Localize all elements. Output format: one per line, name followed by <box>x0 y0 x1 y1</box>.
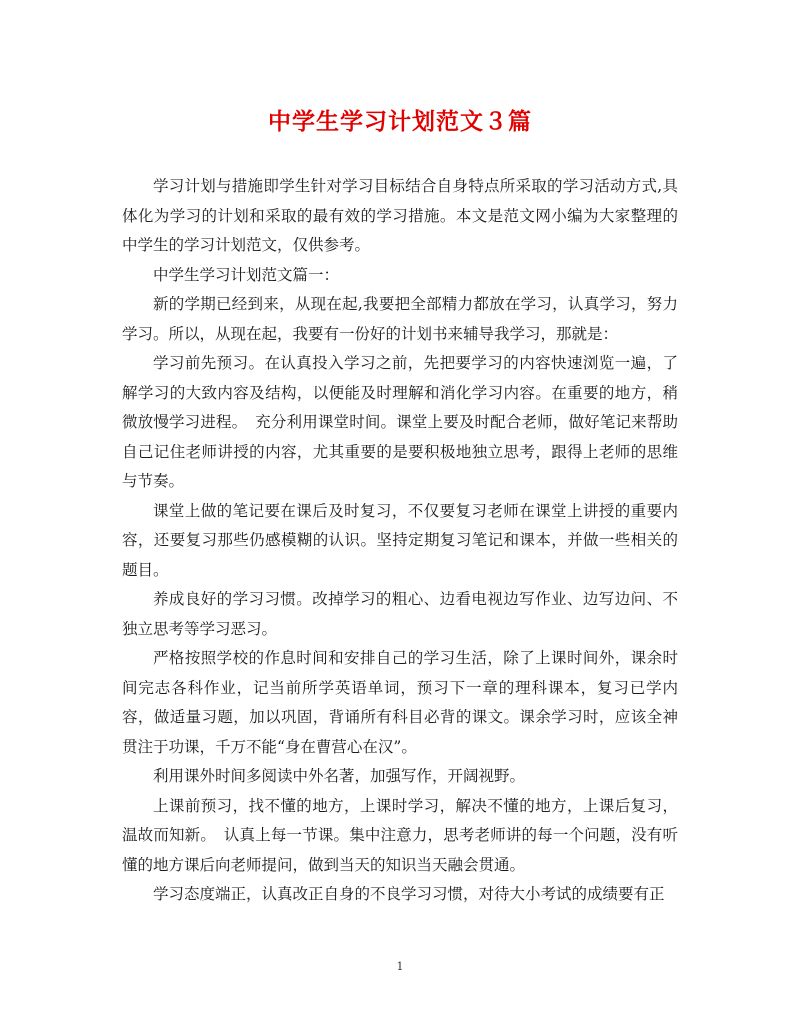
paragraph-review-notes: 课堂上做的笔记要在课后及时复习，不仅要复习老师在课堂上讲授的重要内容，还要复习那些仍感模糊的认识。坚持定期复习笔记和课本，并做一些相关的题目。 <box>122 501 678 579</box>
paragraph-section-heading: 中学生学习计划范文篇一： <box>153 265 340 284</box>
paragraph-intro: 学习计划与措施即学生针对学习目标结合自身特点所采取的学习活动方式,具体化为学习的计划和采取的最有效的学习措施。本文是范文网小编为大家整理的中学生的学习计划范文，仅供参考。 <box>122 177 678 254</box>
paragraph-new-semester: 新的学期已经到来，从现在起,我要把全部精力都放在学习，认真学习，努力学习。所以，从现在起，我要有一份好的计划书来辅导我学习，那就是： <box>122 295 678 343</box>
paragraph-preview: 学习前先预习。在认真投入学习之前，先把要学习的内容快速浏览一遍，了解学习的大致内容及结构，以便能及时理解和消化学习内容。在重要的地方，稍微放慢学习进程。 充分利用课堂时间。课堂上要及时配合老师，做好笔记来帮助自己记住老师讲授的内容，尤其重要的是要积极地独立思考，跟得上老师的思维与节奏。 <box>122 354 678 490</box>
document-body <box>122 172 678 910</box>
document-title: 中学生学习计划范文３篇 <box>268 108 532 135</box>
paragraph-schedule: 严格按照学校的作息时间和安排自己的学习生活，除了上课时间外，课余时间完志各科作业，记当前所学英语单词，预习下一章的理科课本，复习已学内容，做适量习题，加以巩固，背诵所有科目必背的课文。课余学习时，应该全神贯注于功课，千万不能“身在曹营心在汉”。 <box>122 649 678 756</box>
paragraph-good-habits: 养成良好的学习习惯。改掉学习的粗心、边看电视边写作业、边写边问、不独立思考等学习恶习。 <box>122 590 678 638</box>
paragraph-attitude: 学习态度端正，认真改正自身的不良学习习惯，对待大小考试的成绩要有正 <box>153 885 665 903</box>
paragraph-reading: 利用课外时间多阅读中外名著，加强写作，开阔视野。 <box>153 767 526 785</box>
paragraph-class-routine: 上课前预习，找不懂的地方，上课时学习，解决不懂的地方，上课后复习，温故而知新。 认真上每一节课。集中注意力，思考老师讲的每一个问题，没有听懂的地方课后向老师提问，做到当天的知识当天融会贯通。 <box>122 796 678 874</box>
page-number: 1 <box>396 960 404 973</box>
